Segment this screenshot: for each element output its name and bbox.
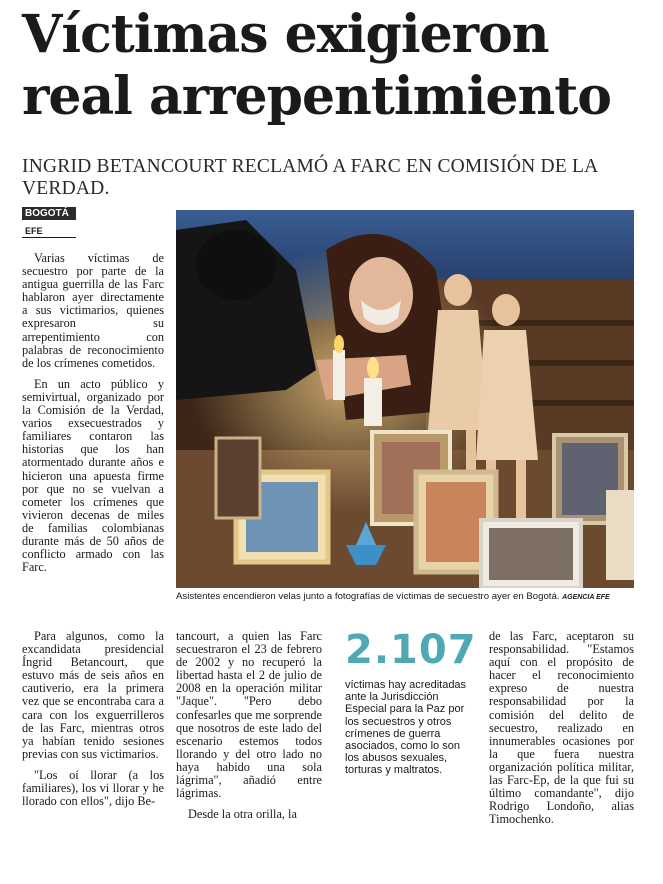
paragraph: Desde la otra orilla, la — [188, 807, 297, 822]
body-column-1 — [22, 252, 164, 582]
stat-description: víctimas hay acreditadas ante la Jurisdicción Especial para la Paz por los secuestros y otros crímenes de guerra asociados, como lo son los abusos sexuales, torturas y maltratos. — [345, 679, 467, 777]
photo-credit: AGENCIA EFE — [562, 594, 610, 601]
caption-text: Asistentes encendieron velas junto a fotografías de víctimas de secuestro ayer en Bogotá. — [176, 591, 560, 602]
paragraph: tancourt, a quien las Farc secuestraron el 23 de febrero de 2002 y no recuperó la libertad hasta el 2 de julio de 2008 en la operación militar "Jaque". "Pero debo confesarles que me sorprende que nosotros de este lado del escenario estemos todos llorando y del otro lado no haya habido una sola lágrima", añadió entre lágrimas. — [176, 629, 322, 801]
headline — [22, 4, 652, 128]
stat-callout — [345, 627, 477, 777]
candle-vigil-photo — [176, 210, 634, 588]
body-column-1b — [22, 630, 164, 816]
dateline: BOGOTÁ — [22, 207, 76, 220]
paragraph: En un acto público y semivirtual, organizado por la Comisión de la Verdad, varios exsecuestrados y familiares contaron las historias que los han atormentado durante años e hicieron una apuesta firme por que no se vuelvan a cometer los crímenes que vivieron decenas de miles de familias colombianas durante más de 50 años de conflicto armado con las Farc. — [22, 376, 164, 575]
paragraph: Para algunos, como la excandidata presidencial Íngrid Betancourt, que estuvo más de seis años en cautiverio, era la primera vez que se encontraba cara a cara con los exguerrilleros de las Farc, mientras otros ya habían tenido sesiones previas con sus victimarios. — [22, 629, 164, 761]
article-photo — [176, 210, 634, 588]
paragraph: "Los oí llorar (a los familiares), los vi llorar y he llorado con ellos", dijo Be- — [22, 767, 164, 809]
subheadline: INGRID BETANCOURT RECLAMÓ A FARC EN COMISIÓN DE LA VERDAD. — [22, 156, 598, 199]
agency-byline: EFE — [22, 225, 76, 238]
body-column-2 — [176, 630, 322, 829]
body-column-4 — [489, 630, 634, 834]
paragraph: Varias víctimas de secuestro por parte de la antigua guerrilla de las Farc hablaron ayer directamente a sus victimarios, quienes expresaron su arrepentimiento con palabras de reconocimiento de los crímenes cometidos. — [22, 251, 164, 370]
stat-number: 2.107 — [345, 627, 477, 673]
headline-line-2: real arrepentimiento — [22, 66, 611, 127]
headline-line-1: Víctimas exigieron — [22, 4, 549, 65]
paragraph: de las Farc, aceptaron su responsabilidad. "Estamos aquí con el propósito de hacer el reconocimiento expreso de nuestra responsabilidad por la comisión del delito de secuestro, realizado en innumerables ocasiones por la que fuera nuestra organización política militar, las Farc-Ep, de la que fui su último comandante", dijo Rodrigo Londoño, alias Timochenko. — [489, 629, 634, 827]
photo-caption — [176, 591, 636, 602]
